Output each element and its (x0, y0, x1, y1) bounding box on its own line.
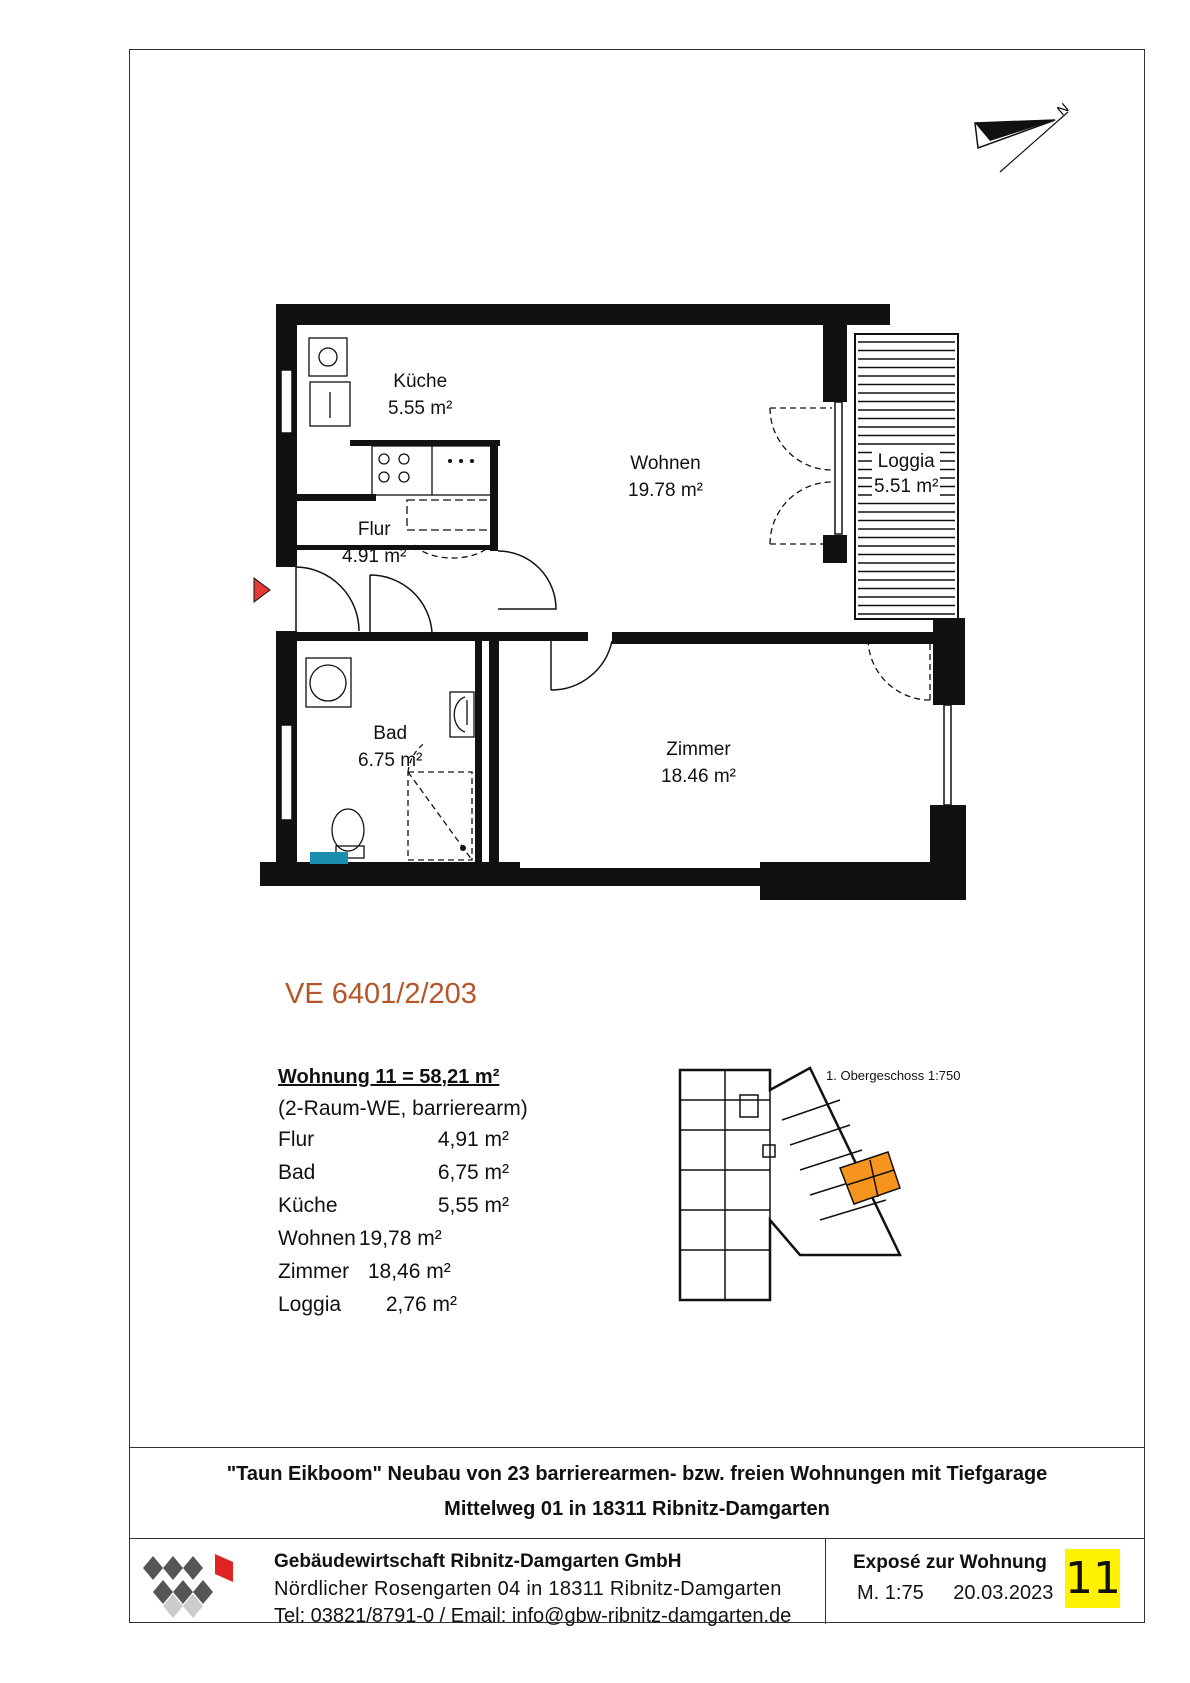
area-cell: 5,55 m² (437, 1193, 510, 1217)
table-row (278, 1222, 509, 1255)
room-area: 6.75 m² (358, 750, 423, 771)
room-label-wohnen (628, 453, 703, 502)
room-label-zimmer (661, 739, 736, 788)
room-name: Küche (393, 371, 448, 392)
room-cell: Bad (278, 1160, 316, 1184)
apartment-heading: Wohnung 11 = 58,21 m² (278, 1066, 500, 1088)
footer (129, 1447, 1145, 1627)
table-row (278, 1123, 509, 1156)
apartment-subtitle: (2-Raum-WE, barrierearm) (278, 1097, 528, 1120)
area-table (278, 1123, 509, 1321)
north-arrow-icon (975, 112, 1068, 172)
room-cell: Wohnen (278, 1226, 356, 1250)
room-label-kueche (388, 371, 452, 420)
room-name: Wohnen (630, 453, 701, 474)
footer-vertical-divider (825, 1538, 826, 1624)
table-row (278, 1288, 509, 1321)
table-row (278, 1189, 509, 1222)
area-cell: 19,78 m² (358, 1226, 442, 1250)
company-address: Nördlicher Rosengarten 04 in 18311 Ribnitz-Damgarten (274, 1578, 782, 1600)
company-contact: Tel: 03821/8791-0 / Email: info@gbw-ribnitz-damgarten.de (274, 1605, 792, 1627)
table-row (278, 1255, 509, 1288)
area-cell: 4,91 m² (437, 1127, 510, 1151)
unit-code: VE 6401/2/203 (285, 978, 477, 1010)
date-text: 20.03.2023 (953, 1582, 1054, 1604)
table-row (278, 1156, 509, 1189)
room-cell: Zimmer (278, 1259, 350, 1283)
entry-marker-icon (254, 578, 270, 602)
expose-title: Exposé zur Wohnung (853, 1552, 1047, 1573)
company-logo-icon (141, 1548, 241, 1618)
room-cell: Küche (278, 1193, 338, 1217)
room-name: Zimmer (666, 739, 731, 760)
project-title: "Taun Eikboom" Neubau von 23 barrierearmen- bzw. freien Wohnungen mit Tiefgarage (226, 1463, 1048, 1485)
area-cell: 2,76 m² (385, 1292, 458, 1316)
keyplan-label: 1. Obergeschoss 1:750 (826, 1068, 961, 1083)
room-area: 5.55 m² (388, 398, 453, 419)
north-label: N (1053, 99, 1072, 119)
room-label-loggia (872, 451, 940, 498)
room-name: Bad (373, 723, 408, 744)
unit-number-badge: 11 (1065, 1549, 1120, 1608)
scale-text: M. 1:75 (857, 1582, 924, 1604)
room-name: Loggia (874, 451, 938, 473)
room-area: 18.46 m² (661, 766, 736, 787)
expose-meta (857, 1582, 1077, 1605)
company-name: Gebäudewirtschaft Ribnitz-Damgarten GmbH (274, 1551, 682, 1572)
room-cell: Flur (278, 1127, 315, 1151)
area-cell: 6,75 m² (437, 1160, 510, 1184)
room-label-bad (358, 723, 422, 772)
room-area: 4.91 m² (342, 546, 407, 567)
room-name: Flur (357, 519, 391, 540)
project-address: Mittelweg 01 in 18311 Ribnitz-Damgarten (444, 1498, 830, 1520)
footer-divider (129, 1538, 1145, 1539)
apartment-summary (278, 1066, 528, 1321)
room-cell: Loggia (278, 1292, 342, 1316)
room-area: 5.51 m² (874, 476, 939, 497)
room-area: 19.78 m² (628, 480, 703, 501)
room-label-flur (342, 519, 406, 568)
area-cell: 18,46 m² (367, 1259, 451, 1283)
keyplan (670, 1060, 970, 1310)
